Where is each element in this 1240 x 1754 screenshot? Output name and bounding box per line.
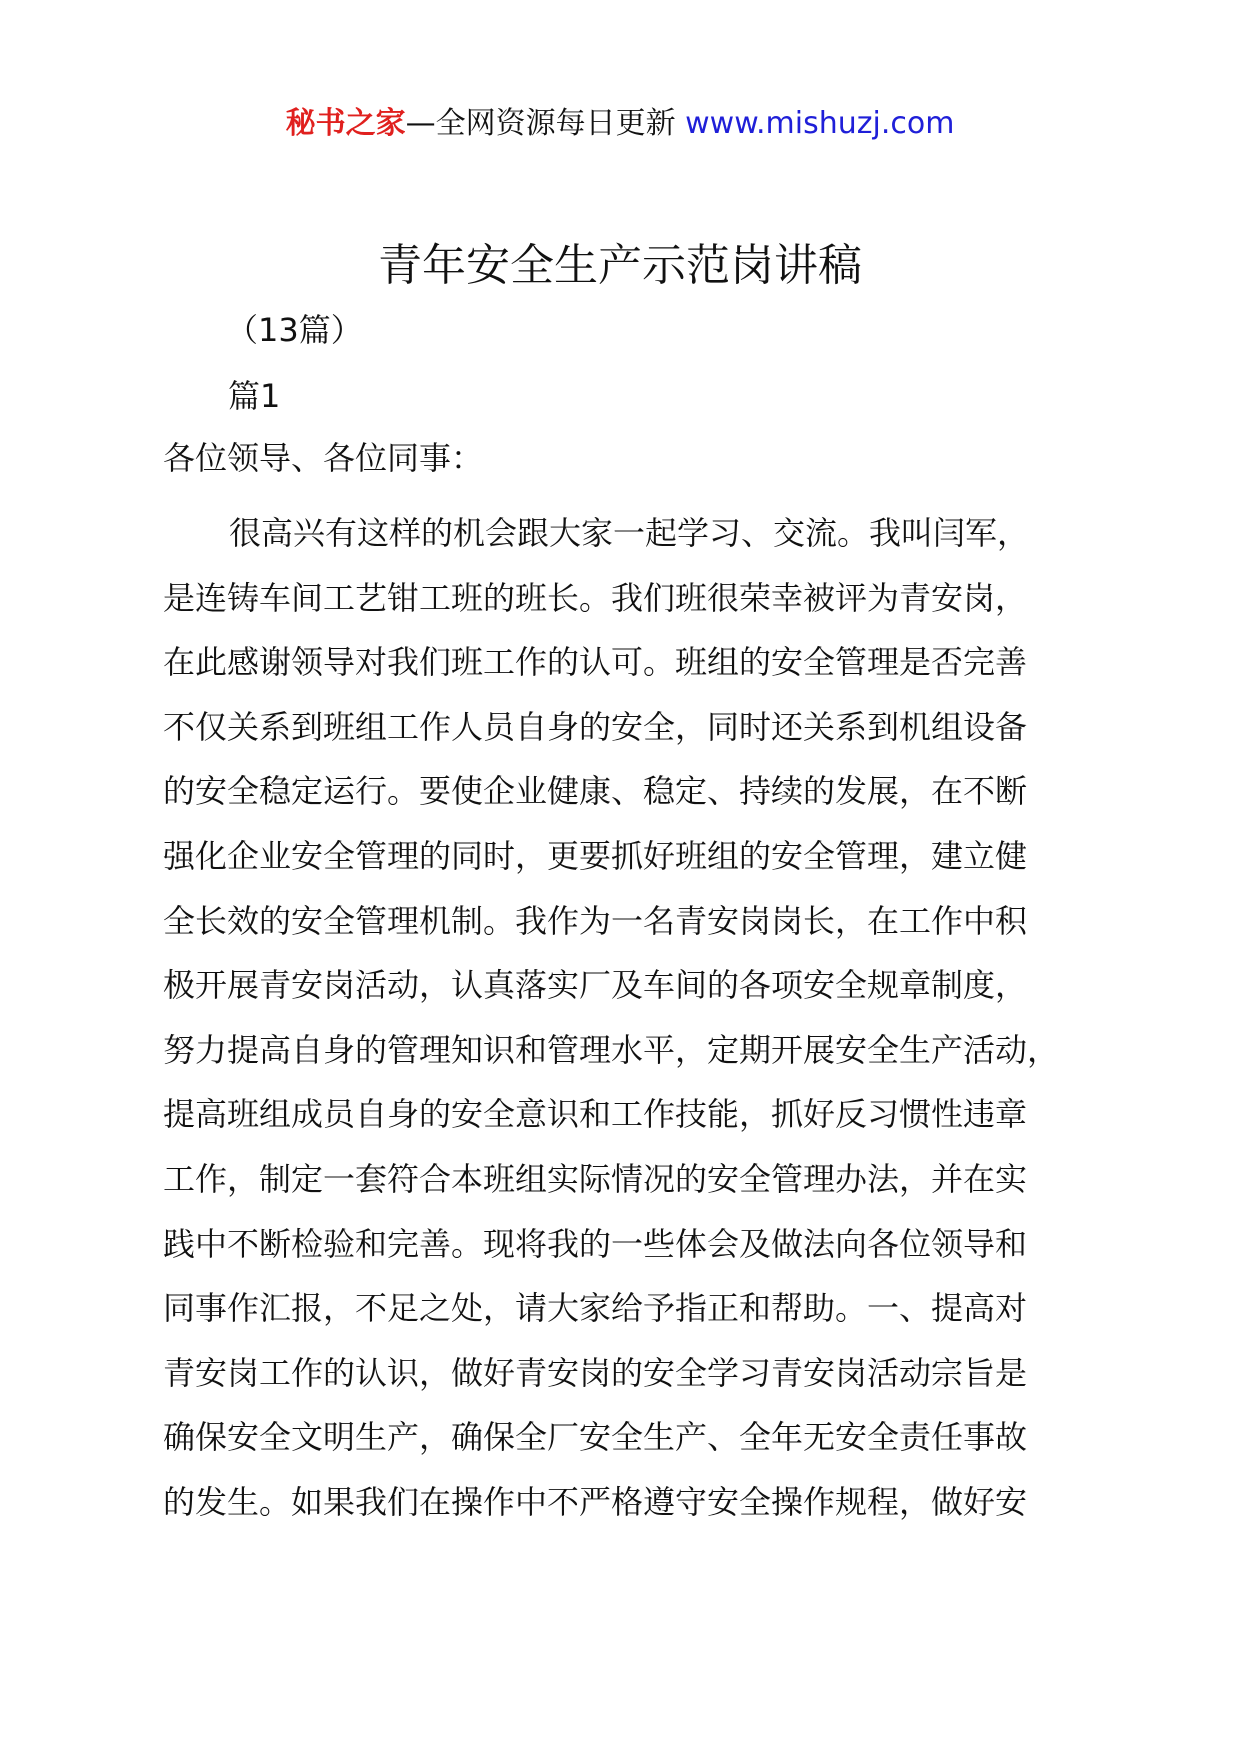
body-line: 的发生。如果我们在操作中不严格遵守安全操作规程，做好安 [163, 1482, 1028, 1521]
body-line: 很高兴有这样的机会跟大家一起学习、交流。我叫闫军， [229, 514, 1030, 552]
body-line: 努力提高自身的管理知识和管理水平，定期开展安全生产活动， [163, 1030, 1060, 1069]
body-line: 的安全稳定运行。要使企业健康、稳定、持续的发展，在不断 [163, 772, 1028, 811]
body-paragraph [163, 501, 1123, 1535]
article-count: （13篇） [226, 311, 363, 349]
body-line: 强化企业安全管理的同时，更要抓好班组的安全管理，建立健 [163, 836, 1028, 875]
site-banner [0, 100, 1240, 148]
site-url-link[interactable]: www.mishuzj.com [685, 106, 955, 141]
body-line: 提高班组成员自身的安全意识和工作技能，抓好反习惯性违章 [163, 1095, 1028, 1134]
body-line: 是连铸车间工艺钳工班的班长。我们班很荣幸被评为青安岗， [163, 578, 1028, 617]
part-heading: 篇1 [228, 377, 281, 415]
body-line: 在此感谢领导对我们班工作的认可。班组的安全管理是否完善 [163, 643, 1028, 682]
salutation: 各位领导、各位同事： [163, 439, 484, 477]
body-line: 青安岗工作的认识，做好青安岗的安全学习青安岗活动宗旨是 [163, 1353, 1028, 1392]
body-line: 全长效的安全管理机制。我作为一名青安岗岗长，在工作中积 [163, 901, 1028, 940]
banner-tagline: —全网资源每日更新 [405, 106, 676, 141]
body-line: 极开展青安岗活动，认真落实厂及车间的各项安全规章制度， [163, 966, 1028, 1005]
body-line: 同事作汇报，不足之处，请大家给予指正和帮助。一、提高对 [163, 1289, 1028, 1328]
brand-name: 秘书之家 [285, 106, 406, 141]
document-title: 青年安全生产示范岗讲稿 [378, 240, 862, 291]
body-line: 践中不断检验和完善。现将我的一些体会及做法向各位领导和 [163, 1224, 1028, 1263]
body-line: 确保安全文明生产，确保全厂安全生产、全年无安全责任事故 [163, 1418, 1028, 1457]
body-line: 工作，制定一套符合本班组实际情况的安全管理办法，并在实 [163, 1159, 1028, 1198]
body-line: 不仅关系到班组工作人员自身的安全，同时还关系到机组设备 [163, 707, 1028, 746]
